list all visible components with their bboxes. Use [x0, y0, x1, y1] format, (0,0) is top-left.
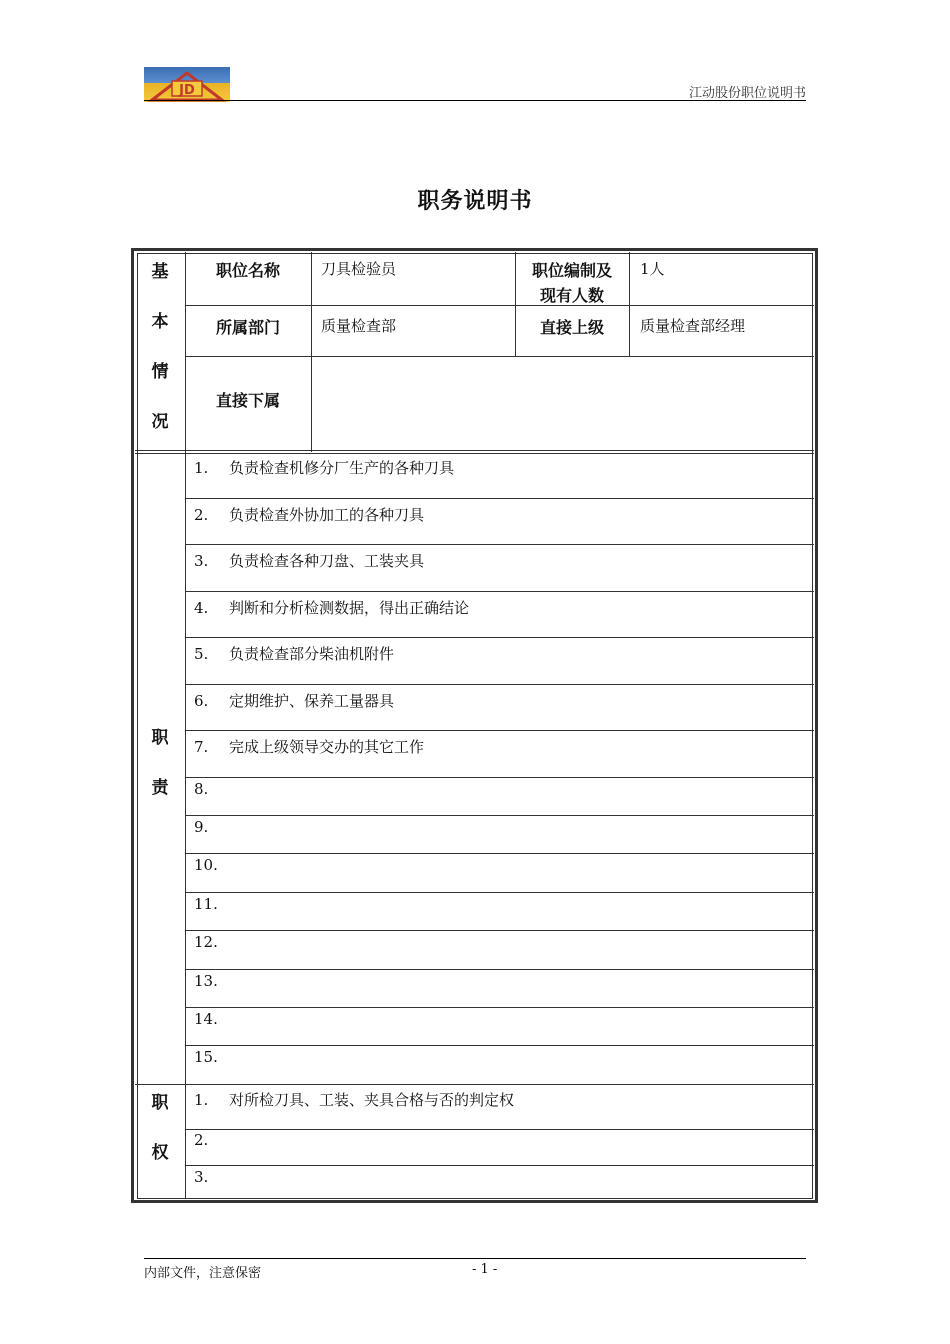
- basic-section-char: 基: [151, 262, 169, 282]
- section-column-divider: [185, 252, 186, 1199]
- duty-item: [194, 972, 229, 990]
- position-name-value: 刀具检验员: [321, 260, 397, 278]
- duty-item: [194, 933, 229, 951]
- footer-divider: [144, 1258, 806, 1259]
- duty-text: 负责检查部分柴油机附件: [229, 645, 395, 663]
- authority-section-char: 职: [151, 1093, 169, 1113]
- basic-duties-divider: [135, 450, 814, 454]
- duty-row-divider: [185, 892, 814, 893]
- authority-section-char: 权: [151, 1143, 169, 1163]
- duty-number: 9.: [194, 818, 209, 836]
- superior-label: 直接上级: [540, 318, 605, 337]
- authority-number: 1.: [194, 1091, 209, 1109]
- duty-row-divider: [185, 777, 814, 778]
- department-value: 质量检查部: [321, 317, 397, 335]
- duty-item: [194, 550, 424, 571]
- duty-number: 14.: [194, 1010, 218, 1028]
- duties-section-char: 责: [151, 778, 169, 798]
- duty-text: 判断和分析检测数据，得出正确结论: [229, 599, 470, 617]
- duty-number: 13.: [194, 972, 218, 990]
- duties-section-char: 职: [151, 728, 169, 748]
- company-logo: [144, 67, 230, 102]
- headcount-label-line1: 职位编制及: [532, 261, 613, 280]
- duty-text: 负责检查外协加工的各种刀具: [229, 506, 425, 524]
- duty-text: 负责检查机修分厂生产的各种刀具: [229, 459, 455, 477]
- duty-number: 15.: [194, 1048, 218, 1066]
- duty-item: [194, 818, 229, 836]
- duty-item: [194, 1010, 229, 1028]
- authority-item: [194, 1168, 229, 1186]
- duty-item: [194, 780, 229, 798]
- duty-row-divider: [185, 730, 814, 731]
- headcount-label-line2: 现有人数: [540, 286, 605, 305]
- logo-text: JD: [179, 83, 195, 98]
- duty-item: [194, 457, 454, 478]
- department-label: 所属部门: [216, 318, 281, 337]
- duty-row-divider: [185, 637, 814, 638]
- duty-item: [194, 597, 469, 618]
- basic-col-divider-1: [311, 252, 312, 452]
- duty-row-divider: [185, 969, 814, 970]
- header-divider: [144, 100, 806, 101]
- duty-item: [194, 736, 424, 757]
- page-number: - 1 -: [472, 1262, 498, 1277]
- duty-number: 2.: [194, 506, 209, 524]
- authority-text: 对所检刀具、工装、夹具合格与否的判定权: [229, 1091, 515, 1109]
- duty-text: 负责检查各种刀盘、工装夹具: [229, 552, 425, 570]
- authority-item: [194, 1089, 514, 1110]
- duty-number: 3.: [194, 552, 209, 570]
- duty-row-divider: [185, 1007, 814, 1008]
- superior-value: 质量检查部经理: [640, 317, 746, 335]
- basic-section-char: 本: [151, 312, 169, 332]
- duty-text: 完成上级领导交办的其它工作: [229, 738, 425, 756]
- basic-row-divider-1: [185, 305, 814, 306]
- duty-row-divider: [185, 815, 814, 816]
- authority-row-divider: [185, 1129, 814, 1130]
- logo-mark-icon: [144, 67, 230, 102]
- duty-number: 4.: [194, 599, 209, 617]
- duty-row-divider: [185, 853, 814, 854]
- duty-row-divider: [185, 1045, 814, 1046]
- duty-item: [194, 895, 229, 913]
- duty-row-divider: [185, 544, 814, 545]
- duty-item: [194, 856, 229, 874]
- duties-authority-divider: [135, 1084, 814, 1085]
- duty-number: 1.: [194, 459, 209, 477]
- duty-number: 12.: [194, 933, 218, 951]
- duty-row-divider: [185, 498, 814, 499]
- basic-section-char: 况: [151, 412, 169, 432]
- duty-item: [194, 1048, 229, 1066]
- header-doc-name: 江动股份职位说明书: [688, 86, 806, 101]
- duty-number: 10.: [194, 856, 218, 874]
- duty-number: 7.: [194, 738, 209, 756]
- duty-item: [194, 690, 394, 711]
- document-title: 职务说明书: [417, 189, 533, 214]
- basic-section-char: 情: [151, 362, 169, 382]
- duty-row-divider: [185, 930, 814, 931]
- basic-row-divider-2: [185, 356, 814, 357]
- duty-number: 11.: [194, 895, 218, 913]
- duty-row-divider: [185, 591, 814, 592]
- duty-item: [194, 504, 424, 525]
- duty-number: 5.: [194, 645, 209, 663]
- authority-row-divider: [185, 1165, 814, 1166]
- duty-row-divider: [185, 684, 814, 685]
- duty-number: 6.: [194, 692, 209, 710]
- subordinate-label: 直接下属: [216, 391, 281, 410]
- authority-item: [194, 1131, 229, 1149]
- duty-item: [194, 643, 394, 664]
- duty-text: 定期维护、保养工量器具: [229, 692, 395, 710]
- footer-confidential-note: 内部文件，注意保密: [144, 1266, 262, 1281]
- position-name-label: 职位名称: [216, 261, 281, 280]
- headcount-value: 1人: [640, 260, 665, 278]
- authority-number: 3.: [194, 1168, 209, 1186]
- duty-number: 8.: [194, 780, 209, 798]
- authority-number: 2.: [194, 1131, 209, 1149]
